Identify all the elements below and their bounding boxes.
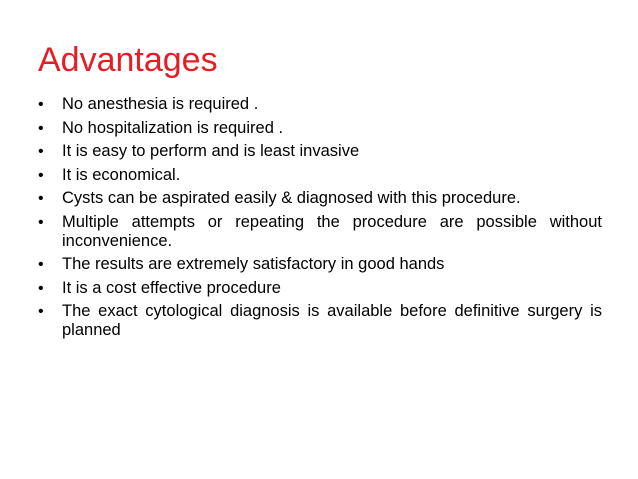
- slide-title: Advantages: [38, 41, 218, 79]
- bullet-item: [38, 302, 602, 340]
- bullet-item: [38, 189, 602, 208]
- bullet-item: [38, 279, 602, 298]
- bullet-icon: •: [38, 166, 44, 184]
- bullet-item: [38, 213, 602, 251]
- bullet-item: [38, 255, 602, 274]
- bullet-icon: •: [38, 119, 44, 137]
- bullet-item: [38, 166, 602, 185]
- bullet-text: The exact cytological diagnosis is available before definitive surgery is planned: [62, 302, 602, 339]
- bullet-icon: •: [38, 303, 44, 320]
- bullet-icon: •: [38, 256, 44, 273]
- bullet-text: No hospitalization is required .: [62, 118, 284, 137]
- bullet-text: It is easy to perform and is least invasive: [62, 142, 360, 160]
- bullet-text: It is a cost effective procedure: [62, 278, 281, 297]
- bullet-text: No anesthesia is required .: [62, 95, 259, 113]
- bullet-icon: •: [38, 279, 44, 297]
- bullet-text: Cysts can be aspirated easily & diagnosed with this procedure.: [62, 189, 521, 207]
- bullet-text: The results are extremely satisfactory in good hands: [62, 255, 445, 273]
- bullet-icon: •: [38, 96, 44, 113]
- bullet-item: [38, 119, 602, 138]
- bullet-list: [38, 95, 602, 345]
- bullet-icon: •: [38, 190, 44, 207]
- bullet-icon: •: [38, 143, 44, 160]
- bullet-item: [38, 95, 602, 114]
- bullet-text: It is economical.: [62, 165, 181, 184]
- bullet-item: [38, 142, 602, 161]
- bullet-icon: •: [38, 213, 44, 231]
- bullet-text: Multiple attempts or repeating the procedure are possible without inconvenience.: [62, 212, 602, 250]
